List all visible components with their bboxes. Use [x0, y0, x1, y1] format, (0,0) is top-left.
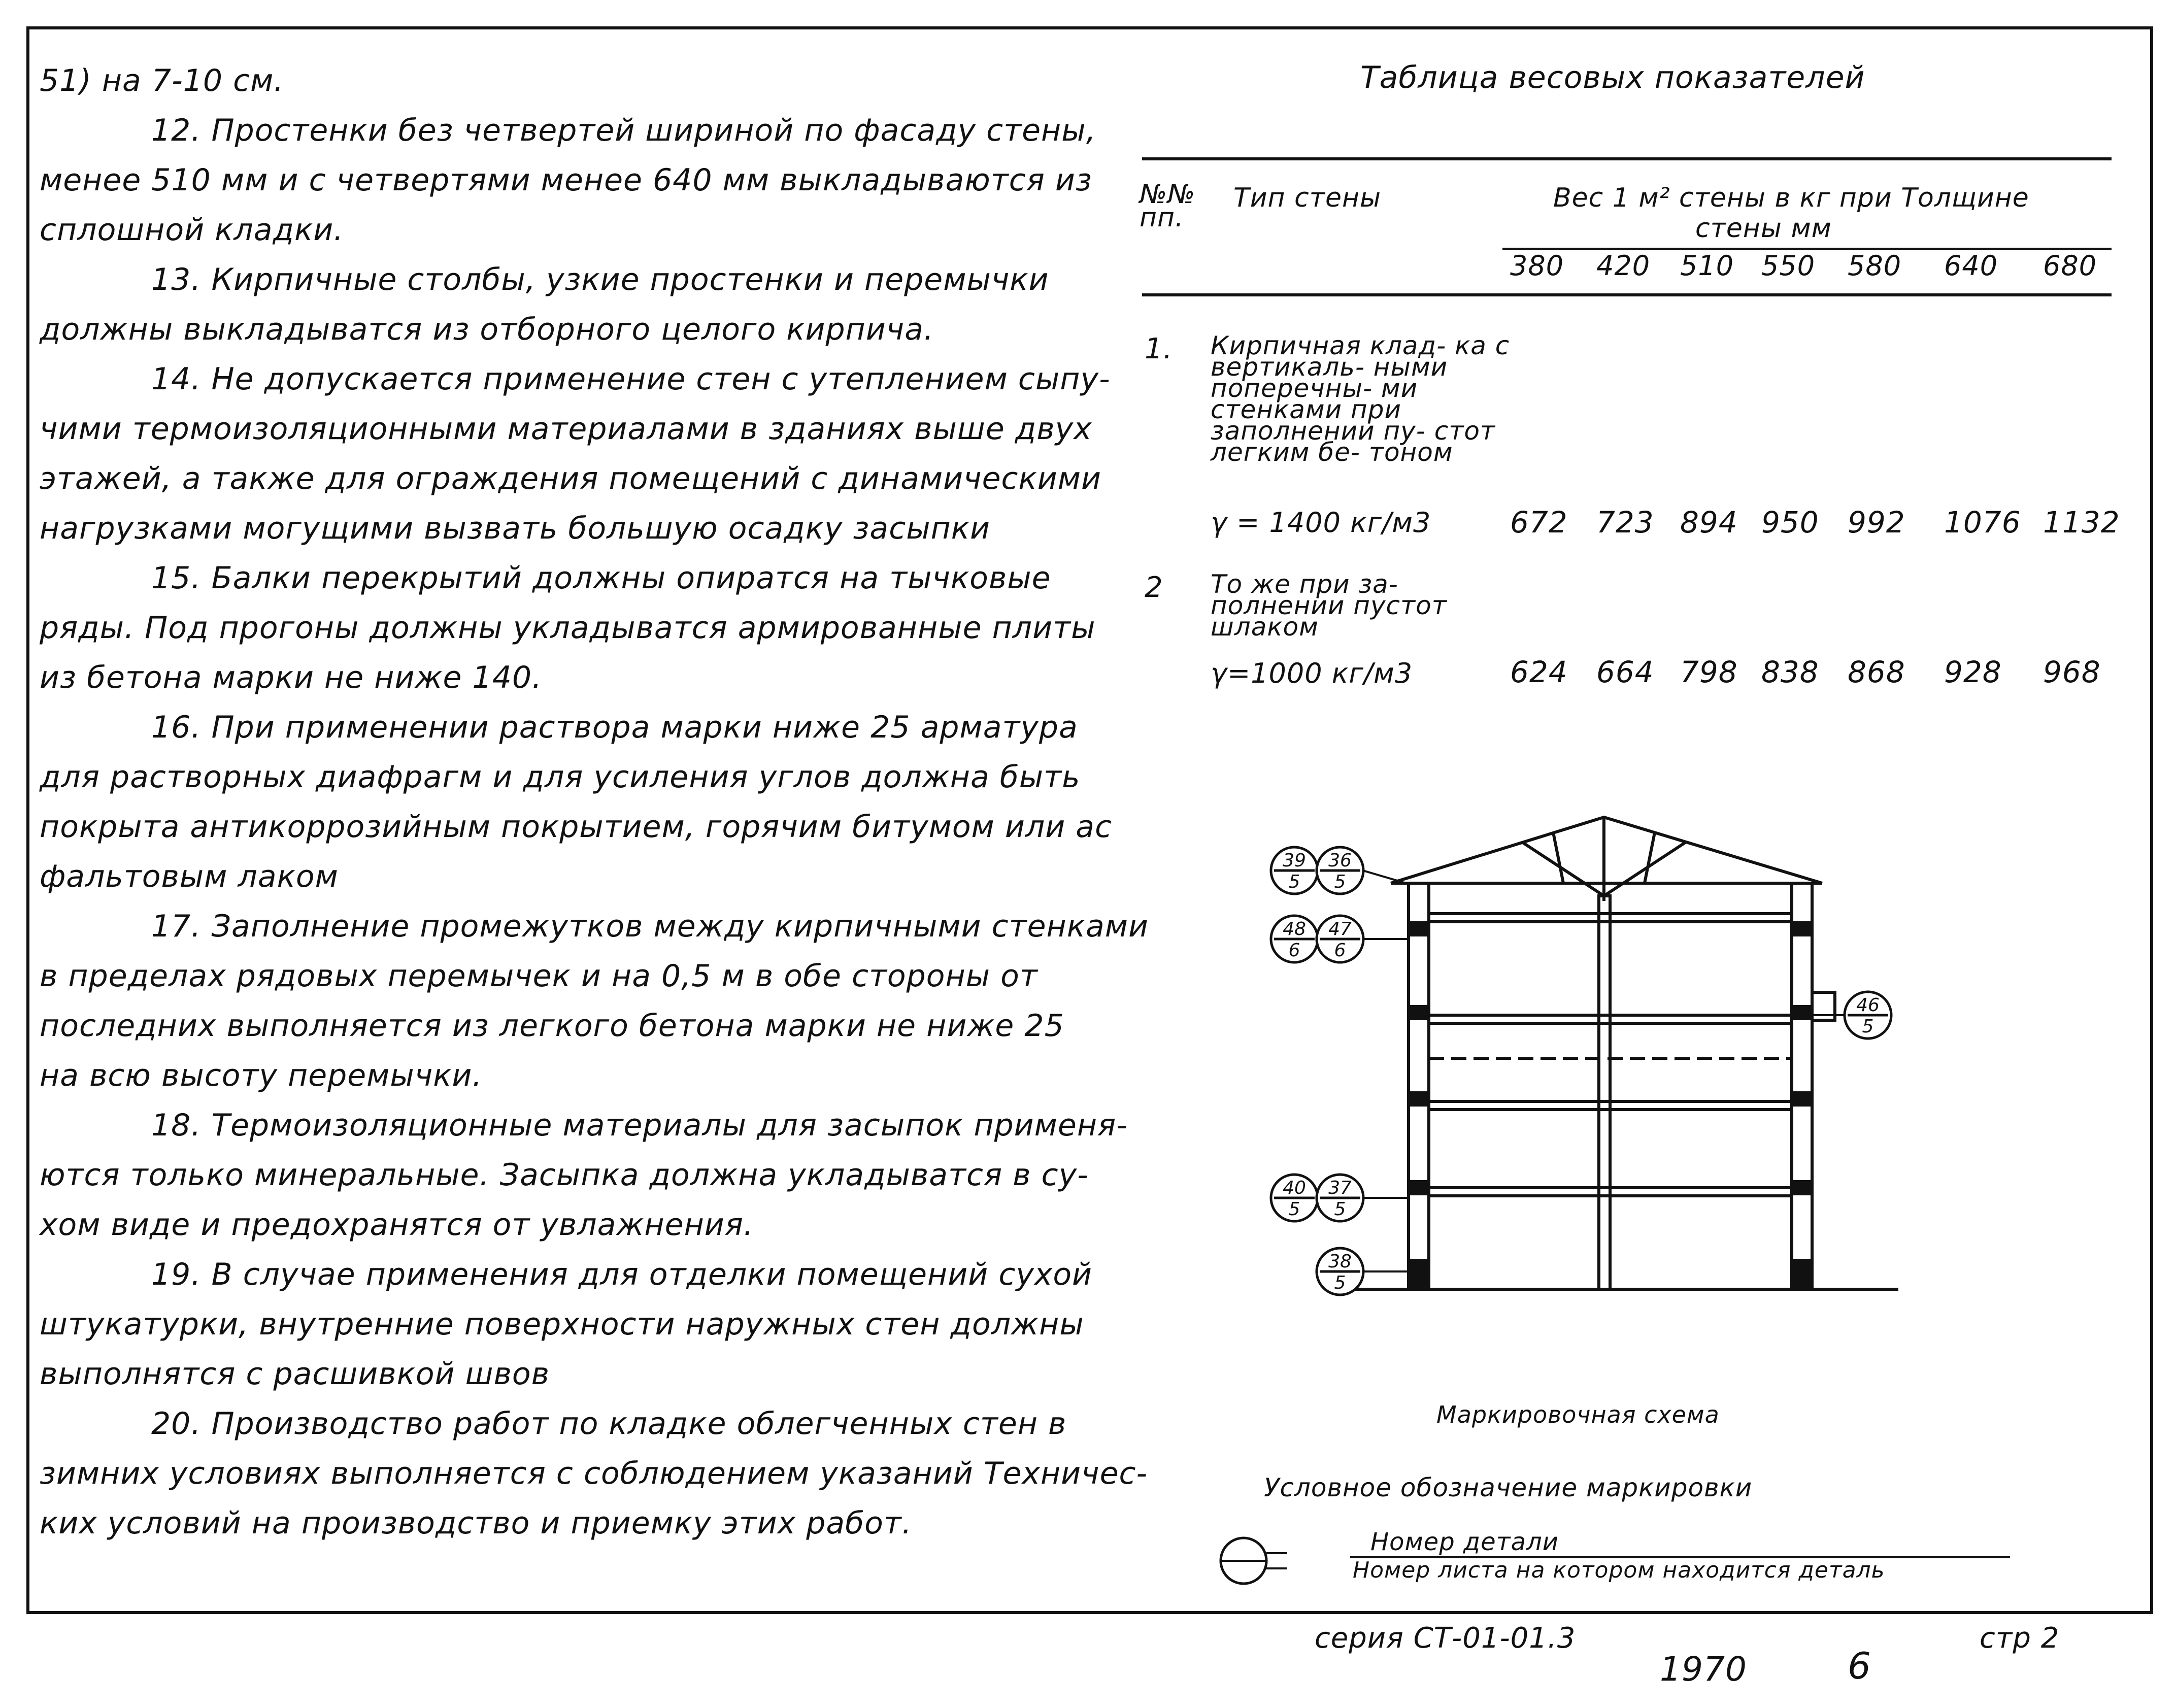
detail-mark [1317, 1175, 1363, 1221]
sheet-number: 5 [1334, 1199, 1346, 1220]
weight-value: 723 [1596, 505, 1654, 540]
body-line: 20. Производство работ по кладке облегченных стен в [151, 1406, 1067, 1442]
body-line: хом виде и предохранятся от увлажнения. [40, 1207, 754, 1243]
body-line: штукатурки, внутренние поверхности наружных стен должны [40, 1307, 1084, 1342]
body-line: должны выкладыватся из отборного целого кирпича. [40, 312, 934, 347]
body-line: последних выполняется из легкого бетона марки не ниже 25 [40, 1008, 1064, 1044]
row-2-number: 2 [1145, 571, 1163, 604]
thickness-680: 680 [2043, 250, 2097, 282]
detail-number: 47 [1328, 919, 1352, 940]
right-wall [1792, 883, 1812, 1289]
body-line: фальтовым лаком [40, 859, 339, 894]
thickness-580: 580 [1848, 250, 1902, 282]
body-line: 13. Кирпичные столбы, узкие простенки и перемычки [151, 262, 1049, 297]
table-header-rule [1142, 293, 2112, 296]
marking-schema-drawing [1238, 792, 2030, 1340]
weight-value: 1076 [1944, 505, 2021, 540]
detail-number: 38 [1328, 1251, 1352, 1272]
table-title: Таблица весовых показателей [1360, 60, 1865, 95]
roof-strut-right2 [1645, 832, 1655, 883]
legend-detail-number: Номер детали [1370, 1528, 1559, 1556]
weight-value: 672 [1510, 505, 1568, 540]
roof-outline [1391, 817, 1822, 883]
col-no-header: №№ пп. [1140, 179, 1196, 233]
body-line: менее 510 мм и с четвертями менее 640 мм выкладываются из [40, 162, 1092, 198]
body-line: нагрузками могущими вызвать большую осадку засыпки [40, 511, 991, 546]
sheet-number: 5 [1862, 1016, 1874, 1037]
roof-strut-left2 [1553, 832, 1563, 883]
legend-sheet-number: Номер листа на котором находится деталь [1353, 1557, 1885, 1583]
detail-mark [1271, 916, 1318, 962]
body-line: из бетона марки не ниже 140. [40, 660, 543, 695]
weight-value: 1132 [2043, 505, 2120, 540]
sheet-number: 6 [1334, 940, 1346, 961]
row-1-gamma: γ = 1400 кг/м3 [1211, 507, 1431, 539]
row-1-type: Кирпичная клад- ка с вертикаль- ными поперечны- ми стенками при заполнении пу- стот легким бе- тоном [1211, 331, 1510, 467]
body-line: ряды. Под прогоны должны укладыватся армированные плиты [40, 610, 1096, 646]
body-line: 51) на 7-10 см. [40, 63, 284, 98]
detail-number: 48 [1283, 919, 1306, 940]
body-line: покрыта антикоррозийным покрытием, горячим битумом или ас [40, 809, 1113, 845]
weight-value: 624 [1510, 655, 1568, 689]
col-weight-header: Вес 1 м² стены в кг при Толщине [1553, 183, 2029, 213]
body-line: выполнятся с расшивкой швов [40, 1356, 550, 1392]
row-2-type: То же при за- полнении пустот шлаком [1211, 570, 1447, 642]
body-line: на всю высоту перемычки. [40, 1058, 483, 1093]
detail-mark [1317, 847, 1363, 894]
thickness-380: 380 [1510, 250, 1564, 282]
weight-value: 928 [1944, 655, 2002, 689]
page-label: стр 2 [1980, 1622, 2060, 1655]
detail-mark [1317, 916, 1363, 962]
central-column [1599, 896, 1610, 1289]
detail-mark [1317, 1248, 1363, 1295]
weight-value: 868 [1848, 655, 1905, 689]
body-line: 14. Не допускается применение стен с утеплением сыпу- [151, 361, 1111, 397]
weight-value: 950 [1761, 505, 1819, 540]
thickness-640: 640 [1944, 250, 1998, 282]
col-type-header: Тип стены [1233, 183, 1382, 213]
col-weight-header-2: стены мм [1695, 213, 1832, 244]
body-line: 12. Простенки без четвертей шириной по фасаду стены, [151, 113, 1096, 148]
schema-caption: Маркировочная схема [1436, 1401, 1720, 1428]
body-line: ются только минеральные. Засыпка должна укладыватся в су- [40, 1157, 1089, 1193]
marking-legend-icon [1216, 1533, 1292, 1589]
weight-value: 838 [1761, 655, 1819, 689]
detail-number: 39 [1283, 850, 1306, 871]
body-line: 18. Термоизоляционные материалы для засыпок применя- [151, 1108, 1128, 1143]
body-line: 17. Заполнение промежутков между кирпичными стенками [151, 909, 1149, 944]
roof-strut-left [1523, 843, 1604, 896]
legend-title: Условное обозначение маркировки [1264, 1473, 1753, 1502]
table-top-rule [1142, 157, 2112, 160]
weight-value: 798 [1680, 655, 1738, 689]
detail-mark [1271, 1175, 1318, 1221]
body-line: этажей, а также для ограждения помещений с динамическими [40, 461, 1101, 496]
body-line: 19. В случае применения для отделки помещений сухой [151, 1257, 1093, 1292]
thickness-510: 510 [1680, 250, 1734, 282]
weight-value: 968 [2043, 655, 2101, 689]
sheet-number: 5 [1288, 872, 1300, 892]
detail-number: 46 [1856, 995, 1880, 1016]
left-wall [1409, 883, 1429, 1289]
body-line: 16. При применении раствора марки ниже 25 арматура [151, 710, 1078, 745]
year-label: 1970 [1660, 1650, 1747, 1689]
weight-value: 664 [1596, 655, 1654, 689]
detail-mark [1271, 847, 1318, 894]
row-1-number: 1. [1145, 332, 1173, 365]
thickness-420: 420 [1596, 250, 1651, 282]
body-line: чими термоизоляционными материалами в зданиях выше двух [40, 411, 1092, 447]
detail-number: 40 [1283, 1178, 1306, 1198]
detail-number: 37 [1328, 1178, 1352, 1198]
detail-number: 36 [1328, 850, 1352, 871]
body-line: ких условий на производство и приемку этих работ. [40, 1505, 912, 1541]
thickness-550: 550 [1761, 250, 1816, 282]
sheet-number: 6 [1288, 940, 1300, 961]
weight-value: 894 [1680, 505, 1738, 540]
body-line: в пределах рядовых перемычек и на 0,5 м в обе стороны от [40, 958, 1038, 994]
detail-mark [1845, 992, 1891, 1039]
body-line: сплошной кладки. [40, 212, 344, 248]
body-line: для растворных диафрагм и для усиления углов должна быть [40, 759, 1081, 795]
body-line: зимних условиях выполняется с соблюдением указаний Техничес- [40, 1456, 1148, 1491]
sheet-number: 5 [1288, 1199, 1300, 1220]
weight-value: 992 [1848, 505, 1905, 540]
roof-strut-right [1604, 843, 1685, 896]
body-text [40, 56, 1207, 1548]
body-line: 15. Балки перекрытий должны опиратся на тычковые [151, 560, 1051, 596]
sheet-label: 6 [1848, 1645, 1871, 1687]
sheet-number: 5 [1334, 1272, 1346, 1293]
sheet-number: 5 [1334, 872, 1346, 892]
row-2-gamma: γ=1000 кг/м3 [1211, 657, 1413, 689]
series-label: серия СТ-01-01.3 [1315, 1622, 1576, 1655]
